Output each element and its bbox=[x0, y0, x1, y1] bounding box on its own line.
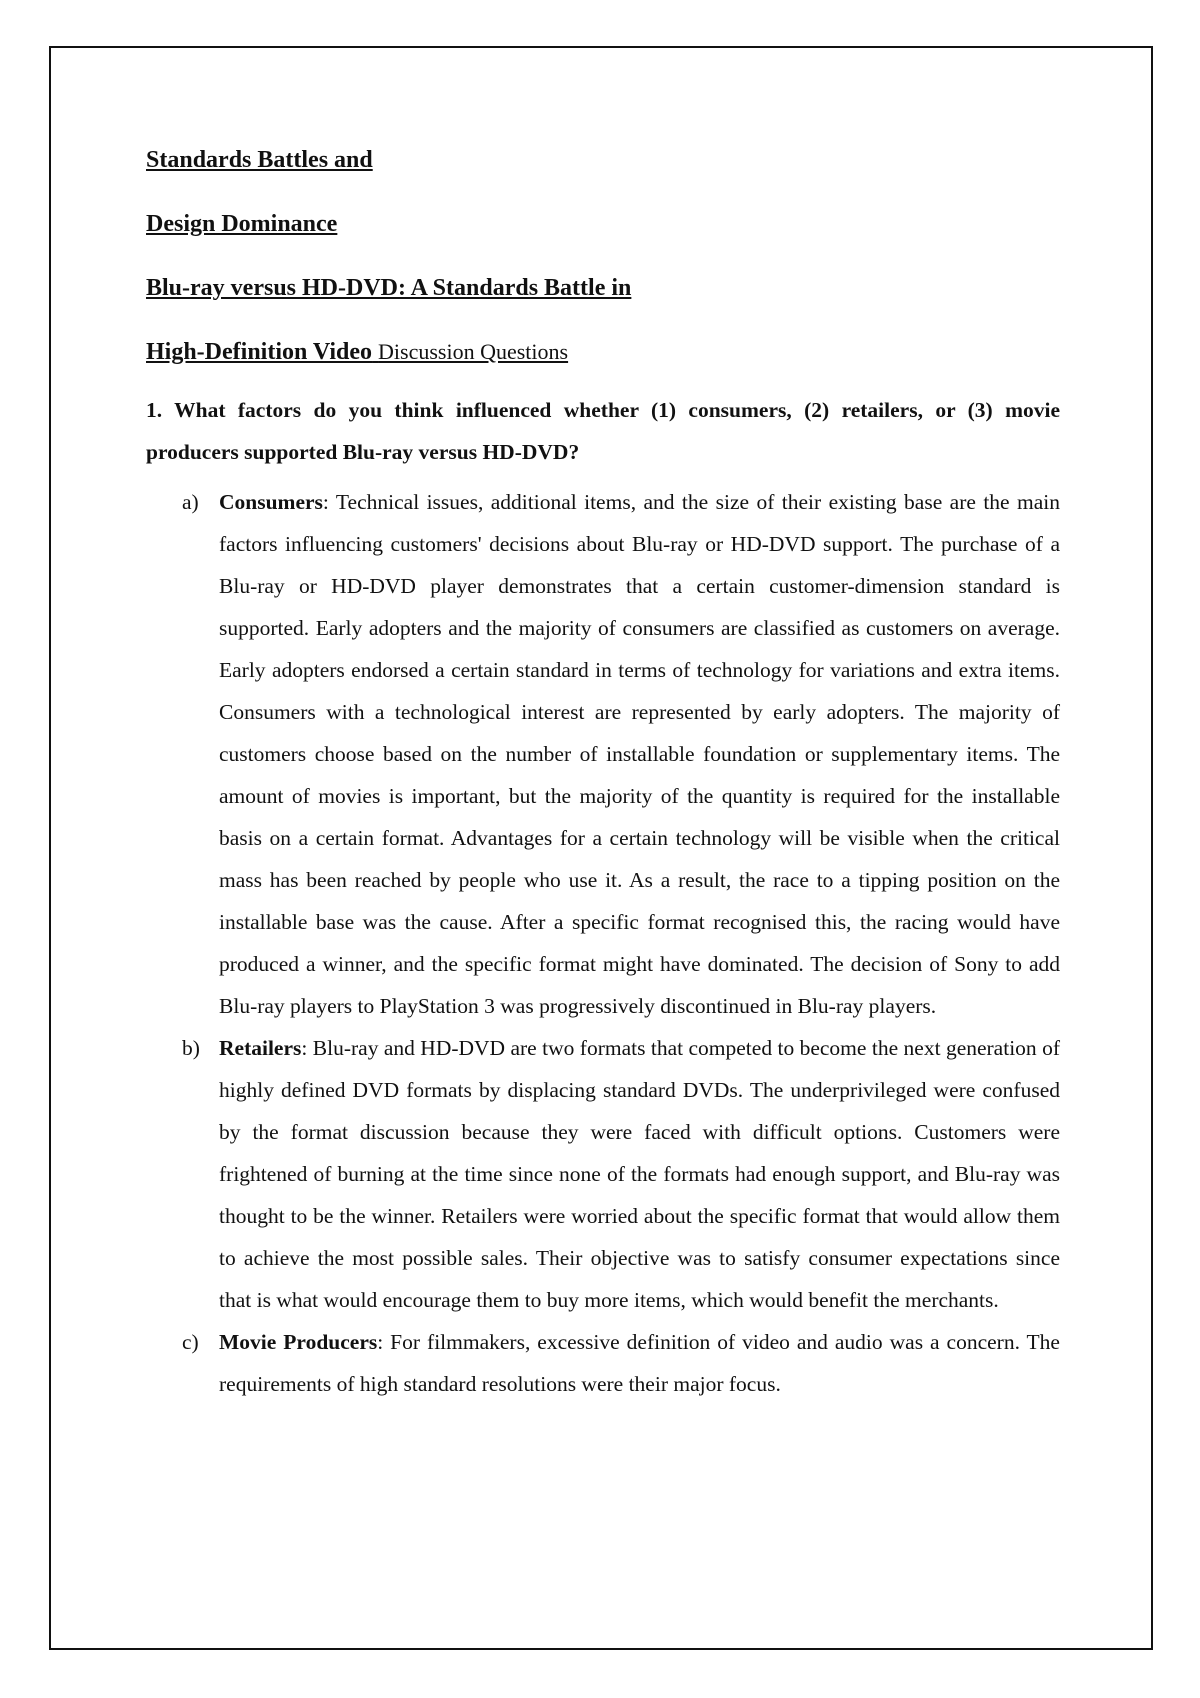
answer-text: : Blu-ray and HD-DVD are two formats that competed to become the next generation of highly defined DVD formats by displacing standard DVDs. The underprivileged were confused by the format discussion because they were faced with difficult options. Customers were frightened of burning at the time since none of the formats had enough support, and Blu-ray was thought to be the winner. Retailers were worried about the specific format that would allow them to achieve the most possible sales. Their objective was to satisfy consumer expectations since that is what would encourage them to buy more items, which would benefit the merchants. bbox=[219, 1036, 1060, 1312]
answer-movie-producers bbox=[146, 1321, 1060, 1405]
answer-list bbox=[146, 481, 1060, 1405]
list-marker: b) bbox=[182, 1036, 200, 1060]
heading-design-dominance bbox=[146, 209, 1060, 239]
heading-bluray-vs-hddvd bbox=[146, 273, 1060, 303]
heading-line-1: Standards Battles and bbox=[146, 147, 373, 173]
list-marker: c) bbox=[182, 1330, 199, 1354]
heading-standards-battles bbox=[146, 145, 1060, 175]
answer-term: Retailers bbox=[219, 1036, 302, 1060]
answer-text: : For filmmakers, excessive definition of video and audio was a concern. The requirements of high standard resolutions were their major focus. bbox=[219, 1330, 1060, 1396]
question-1: 1. What factors do you think influenced whether (1) consumers, (2) retailers, or (3) movie producers supported Blu-ray versus HD-DVD? bbox=[146, 398, 1060, 464]
heading-line-2: Design Dominance bbox=[146, 211, 338, 237]
answer-term: Movie Producers bbox=[219, 1330, 378, 1354]
list-marker: a) bbox=[182, 490, 199, 514]
answer-text: : Technical issues, additional items, and the size of their existing base are the main factors influencing customers' decisions about Blu-ray or HD-DVD support. The purchase of a Blu-ray or HD-DVD player demonstrates that a certain customer-dimension standard is supported. Early adopters and the majority of consumers are classified as customers on average. Early adopters endorsed a certain standard in terms of technology for variations and extra items. Consumers with a technological interest are represented by early adopters. The majority of customers choose based on the number of installable foundation or supplementary items. The amount of movies is important, but the majority of the quantity is required for the installable basis on a certain format. Advantages for a certain technology will be visible when the critical mass has been reached by people who use it. As a result, the race to a tipping position on the installable base was the cause. After a specific format recognised this, the racing would have produced a winner, and the specific format might have dominated. The decision of Sony to add Blu-ray players to PlayStation 3 was progressively discontinued in Blu-ray players. bbox=[219, 490, 1060, 1018]
document-body bbox=[146, 145, 1060, 1405]
heading-line-3: Blu-ray versus HD-DVD: A Standards Battle in bbox=[146, 275, 632, 301]
heading-line-4-bold: High-Definition Video bbox=[146, 339, 373, 365]
answer-retailers bbox=[146, 1027, 1060, 1321]
heading-line-4-normal: Discussion Questions bbox=[378, 339, 569, 364]
heading-hd-video bbox=[146, 337, 1060, 367]
answer-term: Consumers bbox=[219, 490, 323, 514]
answer-consumers bbox=[146, 481, 1060, 1027]
